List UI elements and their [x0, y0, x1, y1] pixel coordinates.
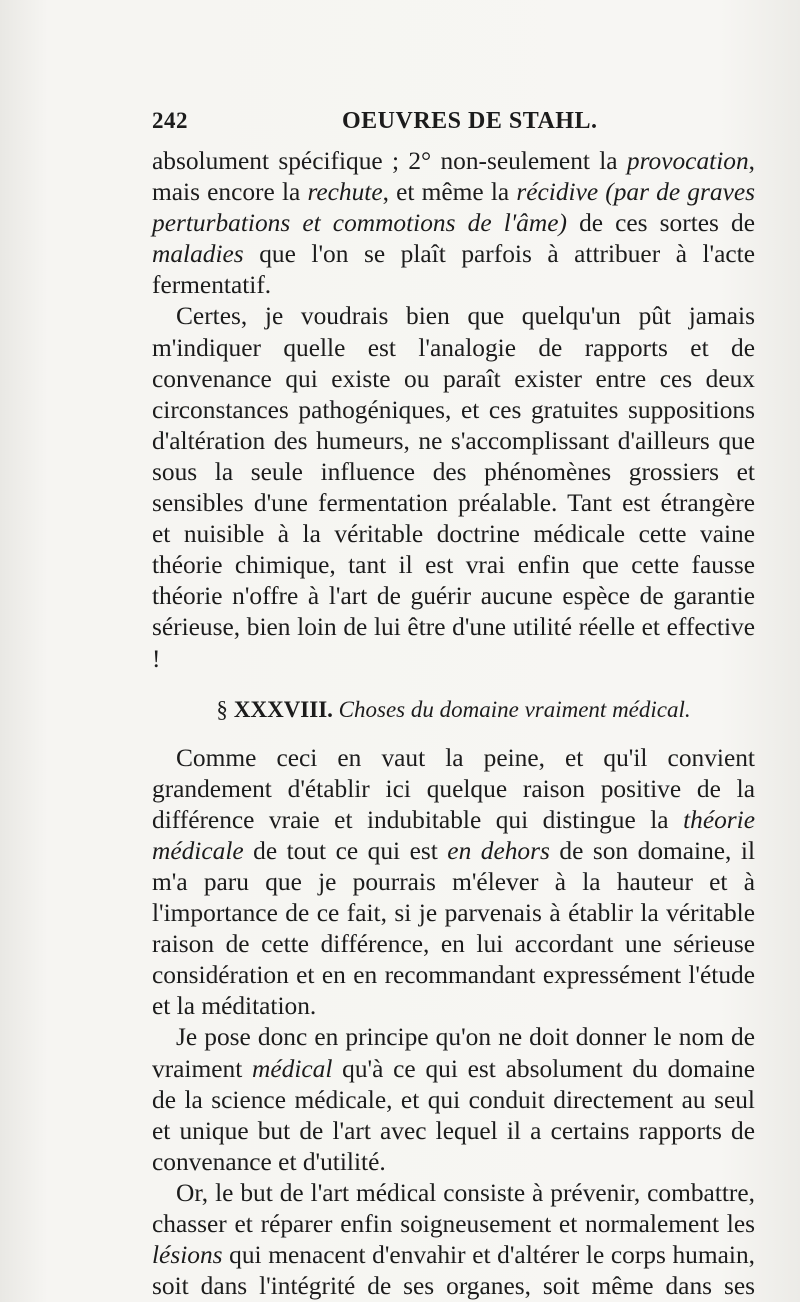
section-heading [152, 695, 755, 725]
section-number: XXXVIII. [233, 696, 333, 722]
paragraph-2 [152, 301, 755, 674]
italic-segment: provocation [626, 147, 749, 175]
section-title: Choses du domaine vraiment médical. [338, 696, 691, 722]
italic-segment: maladies [152, 240, 244, 269]
italic-segment: récidive (par de graves perturbations et commotions de l'âme) [152, 178, 755, 238]
section-sign: § [216, 696, 228, 722]
running-title: OEUVRES DE STAHL. [342, 108, 598, 134]
text-segment: , et même la [382, 178, 517, 207]
italic-segment: rechute [307, 178, 383, 207]
paragraph-3 [152, 743, 755, 1023]
text-segment: Je pose donc en principe qu'on ne doit donner le nom de vraiment [152, 1023, 755, 1083]
text-segment: de tout ce qui est [243, 836, 448, 865]
paragraph-1 [152, 146, 755, 301]
text-segment: Or, le but de l'art médical consiste à prévenir, combattre, chasser et réparer enfin soigneusement et normalement les [152, 1178, 755, 1238]
paragraph-5 [152, 1178, 755, 1302]
paragraph-4 [152, 1022, 755, 1177]
text-segment: de ces sortes de [566, 209, 755, 238]
italic-segment: théorie médicale [152, 805, 755, 865]
text-segment: que l'on se plaît parfois à attribuer à l'acte fermentatif. [152, 240, 755, 300]
italic-segment: médical [252, 1054, 333, 1083]
text-segment: , mais encore la [152, 147, 755, 207]
text-segment: absolument spécifique ; 2° non-seulement la [152, 147, 627, 175]
page-header [152, 108, 752, 142]
body-text [152, 146, 755, 1302]
italic-segment: lésions [152, 1241, 223, 1270]
text-segment: qui menacent d'envahir et d'altérer le corps humain, soit dans l'intégrité de ses organes, soit même dans ses [152, 1241, 755, 1301]
page-number: 242 [152, 108, 188, 133]
italic-segment: en dehors [447, 836, 550, 865]
text-segment: Certes, je voudrais bien que quelqu'un pût jamais m'indiquer quelle est l'analogie de rapports et de convenance qui existe ou paraît exister entre ces deux circonstances pathogéniques, et ces gratuites suppositions d'altération des humeurs, ne s'accomplissant d'ailleurs que sous la seule influence des phénomènes grossiers et sensibles d'une fermentation préalable. Tant est étrangère et nuisible à la véritable doctrine médicale cette vaine théorie chimique, tant il est vrai enfin que cette fausse théorie n'offre à l'art de guérir aucune espèce de garantie sérieuse, bien loin de lui être d'une utilité réelle et effective ! [152, 302, 755, 673]
text-segment: Comme ceci en vaut la peine, et qu'il convient grandement d'établir ici quelque raison positive de la différence vraie et indubitable qui distingue la [152, 743, 755, 834]
text-segment: de son domaine, il m'a paru que je pourrais m'élever à la hauteur et à l'importance de ce fait, si je parvenais à établir la véritable raison de cette différence, en lui accordant une sérieuse considération et en en recommandant expressément l'étude et la méditation. [152, 836, 755, 1021]
text-segment: qu'à ce qui est absolument du domaine de la science médicale, et qui conduit directement au seul et unique but de l'art avec lequel il a certains rapports de convenance et d'utilité. [152, 1054, 755, 1176]
